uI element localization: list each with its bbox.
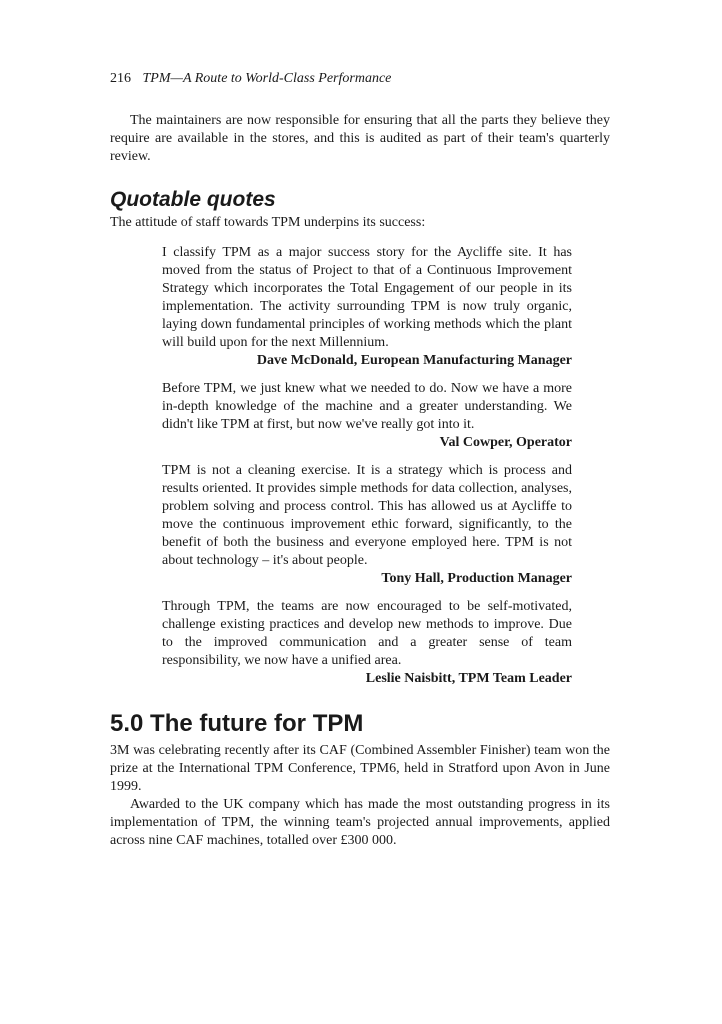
quote-item [162, 244, 572, 370]
quote-text: I classify TPM as a major success story for the Aycliffe site. It has moved from the status of Project to that of a Continuous Improvement Strategy which incorporates the Total Engagement of our people in its implementation. The activity surrounding TPM is now truly organic, laying down fundamental principles of working methods which the plant will build upon for the next Millennium. [162, 245, 572, 350]
section-heading-future-for-tpm: 5.0 The future for TPM [110, 710, 364, 737]
quotes-list [162, 244, 572, 688]
quote-item [162, 598, 572, 688]
quote-attribution: Dave McDonald, European Manufacturing Manager [256, 353, 572, 368]
page [110, 70, 610, 850]
quote-attribution: Tony Hall, Production Manager [381, 571, 572, 586]
intro-paragraph: The maintainers are now responsible for ensuring that all the parts they believe they require are available in the stores, and this is audited as part of their team's quarterly review. [110, 113, 610, 164]
quote-item [162, 462, 572, 588]
quote-attribution: Val Cowper, Operator [439, 435, 572, 450]
quote-text: Before TPM, we just knew what we needed to do. Now we have a more in-depth knowledge of the machine and a greater understanding. We didn't like TPM at first, but now we've really got into it. [162, 381, 572, 432]
quote-text: Through TPM, the teams are now encouraged to be self-motivated, challenge existing practices and develop new methods to improve. Due to the improved communication and a greater sense of team responsibility, we now have a unified area. [162, 599, 572, 668]
book-title: TPM—A Route to World-Class Performance [142, 71, 392, 86]
quote-item [162, 380, 572, 452]
quote-text: TPM is not a cleaning exercise. It is a strategy which is process and results oriented. It provides simple methods for data collection, analyses, problem solving and process control. This has allowed us at Aycliffe to move the continuous improvement ethic forward, significantly, to the benefit of both the business and everyone employed here. TPM is not about technology – it's about people. [162, 463, 572, 568]
quote-attribution: Leslie Naisbitt, TPM Team Leader [365, 671, 572, 686]
quotes-lead: The attitude of staff towards TPM underpins its success: [110, 215, 426, 230]
running-header [110, 70, 610, 88]
future-paragraph-1: 3M was celebrating recently after its CAF (Combined Assembler Finisher) team won the prize at the International TPM Conference, TPM6, held in Stratford upon Avon in June 1999. [110, 743, 610, 794]
future-paragraph-2: Awarded to the UK company which has made the most outstanding progress in its implementation of TPM, the winning team's projected annual improvements, applied across nine CAF machines, totalled over £300 000. [110, 797, 610, 848]
section-heading-quotable-quotes: Quotable quotes [110, 188, 276, 211]
page-number: 216 [110, 71, 131, 86]
